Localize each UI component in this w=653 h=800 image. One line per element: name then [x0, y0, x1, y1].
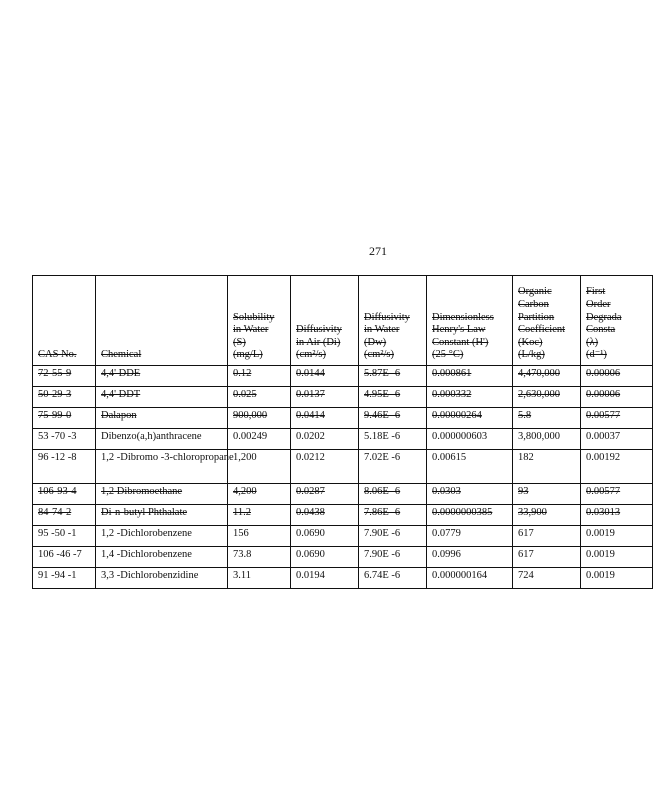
cell-diff-air: 0.0414 [291, 408, 359, 429]
cell-diff-air: 0.0202 [291, 429, 359, 450]
cell-henry: 0.000000164 [427, 568, 513, 589]
table-body [33, 366, 653, 589]
cell-cas: 96 -12 -8 [33, 450, 96, 484]
cell-chemical: 1,2 Dibromoethane [96, 484, 228, 505]
column-header-line: (Koc) [518, 336, 543, 348]
cell-koc: 617 [513, 526, 581, 547]
cell-henry: 0.0996 [427, 547, 513, 568]
cell-koc: 724 [513, 568, 581, 589]
column-header-line: (25 °C) [432, 349, 464, 361]
column-header-line: Carbon [518, 299, 549, 311]
cell-cas: 50-29-3 [33, 387, 96, 408]
cell-diff-air: 0.0137 [291, 387, 359, 408]
cell-diff-air: 0.0144 [291, 366, 359, 387]
chemical-properties-table [32, 275, 653, 589]
column-header-line: CAS No. [38, 349, 77, 361]
column-header-line: Coefficient [518, 324, 566, 336]
cell-solubility: 0.12 [228, 366, 291, 387]
cell-koc: 182 [513, 450, 581, 484]
cell-diff-water: 7.02E -6 [359, 450, 427, 484]
cell-chemical: Di-n-butyl Phthalate [96, 505, 228, 526]
table-row [33, 568, 653, 589]
cell-diff-water: 7.86E -6 [359, 505, 427, 526]
cell-henry: 0.0303 [427, 484, 513, 505]
cell-diff-water: 5.87E -6 [359, 366, 427, 387]
column-header-line: Organic [518, 286, 552, 298]
table-row [33, 408, 653, 429]
table-row [33, 547, 653, 568]
cell-henry: 0.0000000385 [427, 505, 513, 526]
column-header [96, 276, 228, 366]
cell-koc: 33,900 [513, 505, 581, 526]
cell-decay: 0.00192 [581, 450, 653, 484]
column-header [228, 276, 291, 366]
cell-solubility: 900,000 [228, 408, 291, 429]
column-header-line: (L/kg) [518, 349, 545, 361]
column-header-line: Diffusivity [296, 324, 342, 336]
table-container [32, 275, 622, 608]
column-header [581, 276, 653, 366]
cell-cas: 106-93-4 [33, 484, 96, 505]
cell-solubility: 3.11 [228, 568, 291, 589]
column-header [513, 276, 581, 366]
cell-henry: 0.0779 [427, 526, 513, 547]
cell-diff-air: 0.0690 [291, 547, 359, 568]
column-header-line: in Water [364, 324, 400, 336]
cell-diff-water: 8.06E -6 [359, 484, 427, 505]
column-header [359, 276, 427, 366]
cell-decay: 0.00006 [581, 387, 653, 408]
column-header-line: (d⁻¹) [586, 349, 607, 361]
cell-decay: 0.0019 [581, 547, 653, 568]
cell-henry: 0.000000603 [427, 429, 513, 450]
cell-diff-water: 9.46E -6 [359, 408, 427, 429]
cell-diff-air: 0.0690 [291, 526, 359, 547]
cell-decay: 0.0019 [581, 526, 653, 547]
cell-solubility: 0.025 [228, 387, 291, 408]
cell-diff-water: 6.74E -6 [359, 568, 427, 589]
table-header-row [33, 276, 653, 366]
cell-cas: 91 -94 -1 [33, 568, 96, 589]
cell-chemical: Dalapon [96, 408, 228, 429]
cell-chemical: 4,4' DDT [96, 387, 228, 408]
column-header-line: Chemical [101, 349, 142, 361]
table-row [33, 526, 653, 547]
cell-diff-water: 5.18E -6 [359, 429, 427, 450]
column-header-line: Consta [586, 324, 616, 336]
column-header-line: (Dw) [364, 336, 387, 348]
column-header-line: Order [586, 299, 611, 311]
cell-chemical: 4,4' DDE [96, 366, 228, 387]
cell-henry: 0.000861 [427, 366, 513, 387]
cell-koc: 5.8 [513, 408, 581, 429]
column-header-line: Degrada [586, 311, 622, 323]
table-row [33, 450, 653, 484]
cell-decay: 0.00006 [581, 366, 653, 387]
cell-decay: 0.00577 [581, 408, 653, 429]
page-number: 271 [369, 244, 387, 258]
cell-decay: 0.03013 [581, 505, 653, 526]
cell-henry: 0.000332 [427, 387, 513, 408]
column-header [33, 276, 96, 366]
cell-diff-water: 7.90E -6 [359, 526, 427, 547]
cell-koc: 617 [513, 547, 581, 568]
table-row [33, 387, 653, 408]
cell-diff-water: 7.90E -6 [359, 547, 427, 568]
column-header-line: (S) [233, 336, 246, 348]
cell-solubility: 11.2 [228, 505, 291, 526]
column-header-line: in Water [233, 324, 269, 336]
column-header-line: Solubility [233, 311, 275, 323]
column-header-line: (cm²/s) [296, 349, 326, 361]
cell-diff-water: 4.95E -6 [359, 387, 427, 408]
cell-cas: 75-99-0 [33, 408, 96, 429]
cell-chemical: 3,3 -Dichlorobenzidine [96, 568, 228, 589]
column-header-line: Diffusivity [364, 311, 410, 323]
cell-cas: 72-55-9 [33, 366, 96, 387]
table-row [33, 505, 653, 526]
cell-koc: 2,630,000 [513, 387, 581, 408]
column-header-line: Dimensionless [432, 311, 494, 323]
cell-cas: 95 -50 -1 [33, 526, 96, 547]
cell-diff-air: 0.0287 [291, 484, 359, 505]
column-header-line: (cm²/s) [364, 349, 394, 361]
column-header-line: Constant (H') [432, 336, 489, 348]
table-row [33, 484, 653, 505]
column-header-line: Henry's Law [432, 324, 486, 336]
cell-cas: 84-74-2 [33, 505, 96, 526]
cell-decay: 0.0019 [581, 568, 653, 589]
cell-chemical: 1,2 -Dichlorobenzene [96, 526, 228, 547]
cell-cas: 106 -46 -7 [33, 547, 96, 568]
cell-henry: 0.00615 [427, 450, 513, 484]
table-row [33, 366, 653, 387]
column-header-line: First [586, 286, 606, 298]
cell-solubility: 156 [228, 526, 291, 547]
column-header-line: in Air (Di) [296, 336, 341, 348]
cell-koc: 3,800,000 [513, 429, 581, 450]
column-header [291, 276, 359, 366]
column-header-line: Partition [518, 311, 555, 323]
cell-chemical: 1,2 -Dibromo -3-chloropropane [96, 450, 228, 484]
cell-solubility: 0.00249 [228, 429, 291, 450]
cell-koc: 4,470,000 [513, 366, 581, 387]
cell-decay: 0.00037 [581, 429, 653, 450]
cell-solubility: 1,200 [228, 450, 291, 484]
cell-chemical: 1,4 -Dichlorobenzene [96, 547, 228, 568]
cell-koc: 93 [513, 484, 581, 505]
cell-henry: 0.00000264 [427, 408, 513, 429]
cell-chemical: Dibenzo(a,h)anthracene [96, 429, 228, 450]
cell-decay: 0.00577 [581, 484, 653, 505]
cell-cas: 53 -70 -3 [33, 429, 96, 450]
table-row [33, 429, 653, 450]
cell-solubility: 4,200 [228, 484, 291, 505]
column-header [427, 276, 513, 366]
cell-diff-air: 0.0194 [291, 568, 359, 589]
column-header-line: (λ) [586, 336, 599, 348]
cell-diff-air: 0.0212 [291, 450, 359, 484]
cell-diff-air: 0.0438 [291, 505, 359, 526]
cell-solubility: 73.8 [228, 547, 291, 568]
column-header-line: (mg/L) [233, 349, 263, 361]
